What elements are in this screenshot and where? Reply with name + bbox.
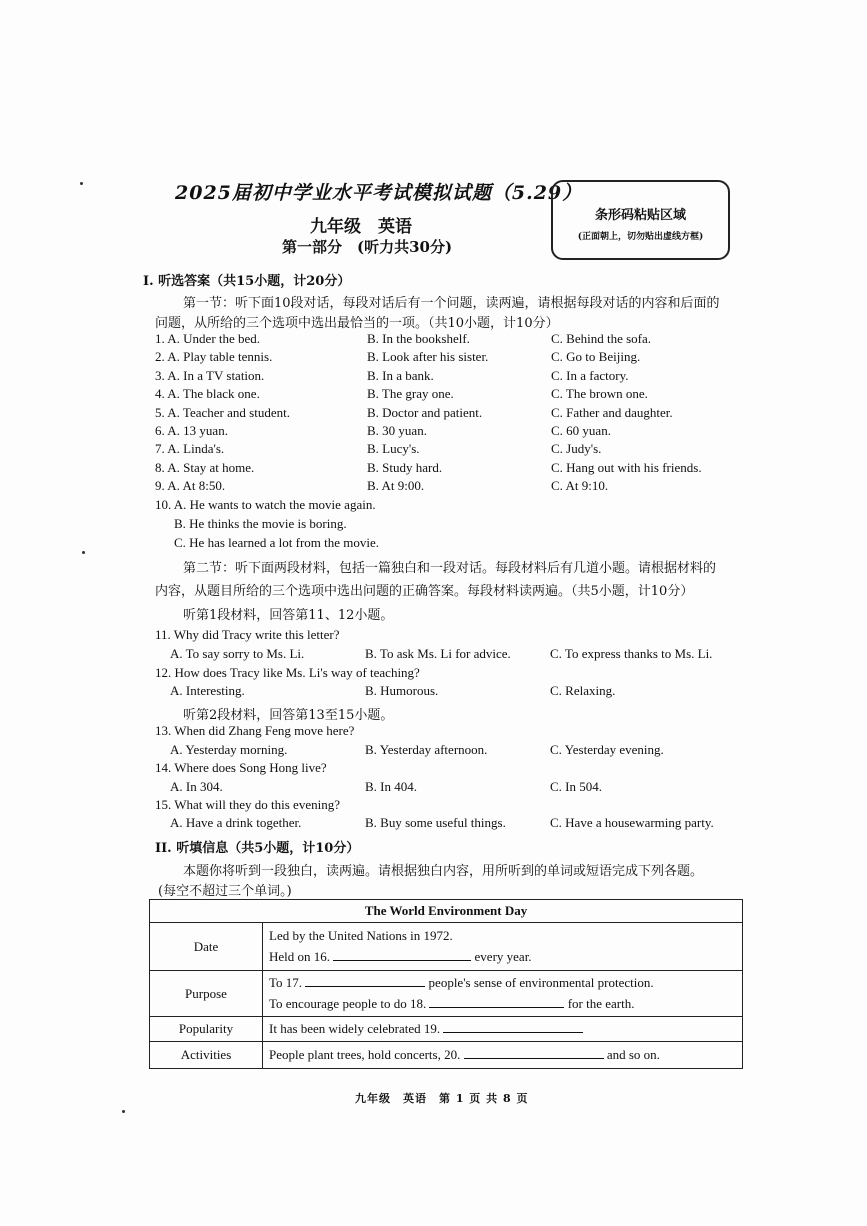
q12-option-b: B. Humorous. — [365, 683, 439, 698]
material-2-instruction: 听第2段材料，回答第13至15小题。 — [183, 708, 394, 723]
q5-option-a: 5. A. Teacher and student. — [155, 405, 290, 420]
q3-option-c: C. In a factory. — [551, 368, 629, 383]
popularity-cell — [263, 1017, 743, 1042]
q6-option-c: C. 60 yuan. — [551, 423, 611, 438]
table-title: The World Environment Day — [150, 900, 743, 923]
date-line-2 — [269, 949, 736, 965]
q13-option-c: C. Yesterday evening. — [550, 742, 664, 757]
scan-speck — [122, 1110, 125, 1113]
part-heading: 第一部分 (听力共30分) — [282, 238, 453, 256]
q12-stem: 12. How does Tracy like Ms. Li's way of teaching? — [155, 665, 420, 680]
q3-option-b: B. In a bank. — [367, 368, 434, 383]
scan-speck — [82, 551, 85, 554]
q7-option-b: B. Lucy's. — [367, 441, 420, 456]
activities-text: People plant trees, hold concerts, 20. — [269, 1047, 461, 1062]
section-1-instruction-3: 第二节：听下面两段材料，包括一篇独白和一段对话。每段材料后有几道小题。请根据材料的 — [183, 561, 717, 576]
purpose-label: Purpose — [150, 971, 263, 1017]
barcode-note: (正面朝上，切勿贴出虚线方框) — [577, 232, 704, 242]
q11-option-c: C. To express thanks to Ms. Li. — [550, 646, 713, 661]
q4-option-b: B. The gray one. — [367, 386, 454, 401]
activities-cell — [263, 1042, 743, 1069]
q5-option-c: C. Father and daughter. — [551, 405, 673, 420]
q3-option-a: 3. A. In a TV station. — [155, 368, 265, 383]
q1-option-c: C. Behind the sofa. — [551, 331, 652, 346]
q13-stem: 13. When did Zhang Feng move here? — [155, 723, 355, 738]
q6-option-b: B. 30 yuan. — [367, 423, 427, 438]
q4-option-c: C. The brown one. — [551, 386, 648, 401]
blank-18[interactable] — [429, 1007, 564, 1008]
popularity-label: Popularity — [150, 1017, 263, 1042]
purpose-line-2-text: To encourage people to do 18. — [269, 996, 427, 1011]
q1-option-b: B. In the bookshelf. — [367, 331, 470, 346]
section-1-instruction-2: 问题，从所给的三个选项中选出最恰当的一项。（共10小题，计10分） — [155, 316, 559, 331]
q7-option-a: 7. A. Linda's. — [155, 441, 225, 456]
q14-option-b: B. In 404. — [365, 779, 417, 794]
q10-option-b: B. He thinks the movie is boring. — [174, 516, 347, 531]
section-2-instruction-1: 本题你将听到一段独白，读两遍。请根据独白内容，用所听到的单词或短语完成下列各题。 — [183, 864, 704, 879]
barcode-area — [551, 180, 730, 260]
q11-option-b: B. To ask Ms. Li for advice. — [365, 646, 511, 661]
q8-option-a: 8. A. Stay at home. — [155, 460, 255, 475]
q13-option-a: A. Yesterday morning. — [170, 742, 288, 757]
section-1-instruction-4: 内容，从题目所给的三个选项中选出问题的正确答案。每段材料读两遍。（共5小题，计10分） — [155, 584, 694, 599]
section-2-heading: II. 听填信息（共5小题，计10分） — [155, 841, 360, 856]
blank-19[interactable] — [443, 1032, 583, 1033]
q12-option-c: C. Relaxing. — [550, 683, 616, 698]
environment-day-table — [149, 899, 743, 1069]
q11-option-a: A. To say sorry to Ms. Li. — [170, 646, 305, 661]
date-line-2-suffix: every year. — [474, 949, 532, 964]
q2-option-c: C. Go to Beijing. — [551, 349, 641, 364]
barcode-title: 条形码粘贴区域 — [594, 208, 686, 223]
date-label: Date — [150, 923, 263, 971]
purpose-line-1-suffix: people's sense of environmental protection. — [428, 975, 654, 990]
q14-option-a: A. In 304. — [170, 779, 223, 794]
activities-label: Activities — [150, 1042, 263, 1069]
section-2-instruction-2: (每空不超过三个单词。) — [158, 884, 292, 899]
q12-option-a: A. Interesting. — [170, 683, 245, 698]
page-footer: 九年级 英语 第 1 页 共 8 页 — [355, 1092, 529, 1105]
q15-option-a: A. Have a drink together. — [170, 815, 302, 830]
q5-option-b: B. Doctor and patient. — [367, 405, 483, 420]
q2-option-b: B. Look after his sister. — [367, 349, 489, 364]
purpose-line-1 — [269, 975, 736, 991]
q4-option-a: 4. A. The black one. — [155, 386, 260, 401]
q8-option-c: C. Hang out with his friends. — [551, 460, 702, 475]
q7-option-c: C. Judy's. — [551, 441, 602, 456]
q2-option-a: 2. A. Play table tennis. — [155, 349, 273, 364]
q14-stem: 14. Where does Song Hong live? — [155, 760, 327, 775]
q11-stem: 11. Why did Tracy write this letter? — [155, 627, 340, 642]
blank-16[interactable] — [333, 960, 471, 961]
blank-17[interactable] — [305, 986, 425, 987]
q6-option-a: 6. A. 13 yuan. — [155, 423, 228, 438]
q15-stem: 15. What will they do this evening? — [155, 797, 340, 812]
q9-option-a: 9. A. At 8:50. — [155, 478, 226, 493]
blank-20[interactable] — [464, 1058, 604, 1059]
q8-option-b: B. Study hard. — [367, 460, 443, 475]
exam-title: 2025届初中学业水平考试模拟试题（5.29） — [175, 182, 583, 204]
section-1-heading: I. 听选答案（共15小题，计20分） — [143, 274, 351, 289]
purpose-line-2 — [269, 996, 736, 1012]
q13-option-b: B. Yesterday afternoon. — [365, 742, 488, 757]
date-cell — [263, 923, 743, 971]
q9-option-c: C. At 9:10. — [551, 478, 609, 493]
q9-option-b: B. At 9:00. — [367, 478, 425, 493]
popularity-text: It has been widely celebrated 19. — [269, 1021, 441, 1036]
q14-option-c: C. In 504. — [550, 779, 602, 794]
q1-option-a: 1. A. Under the bed. — [155, 331, 261, 346]
date-line-2-text: Held on 16. — [269, 949, 331, 964]
grade-subject: 九年级 英语 — [310, 217, 412, 237]
purpose-line-1-text: To 17. — [269, 975, 303, 990]
material-1-instruction: 听第1段材料，回答第11、12小题。 — [183, 608, 394, 623]
activities-suffix: and so on. — [606, 1047, 660, 1062]
scan-speck — [80, 182, 83, 185]
q10-option-a: 10. A. He wants to watch the movie again. — [155, 497, 376, 512]
date-line-1: Led by the United Nations in 1972. — [269, 928, 453, 943]
q15-option-b: B. Buy some useful things. — [365, 815, 506, 830]
purpose-cell — [263, 971, 743, 1017]
purpose-line-2-suffix: for the earth. — [567, 996, 635, 1011]
q10-option-c: C. He has learned a lot from the movie. — [174, 535, 380, 550]
q15-option-c: C. Have a housewarming party. — [550, 815, 714, 830]
section-1-instruction-1: 第一节：听下面10段对话，每段对话后有一个问题，读两遍，请根据每段对话的内容和后面的 — [183, 296, 720, 311]
